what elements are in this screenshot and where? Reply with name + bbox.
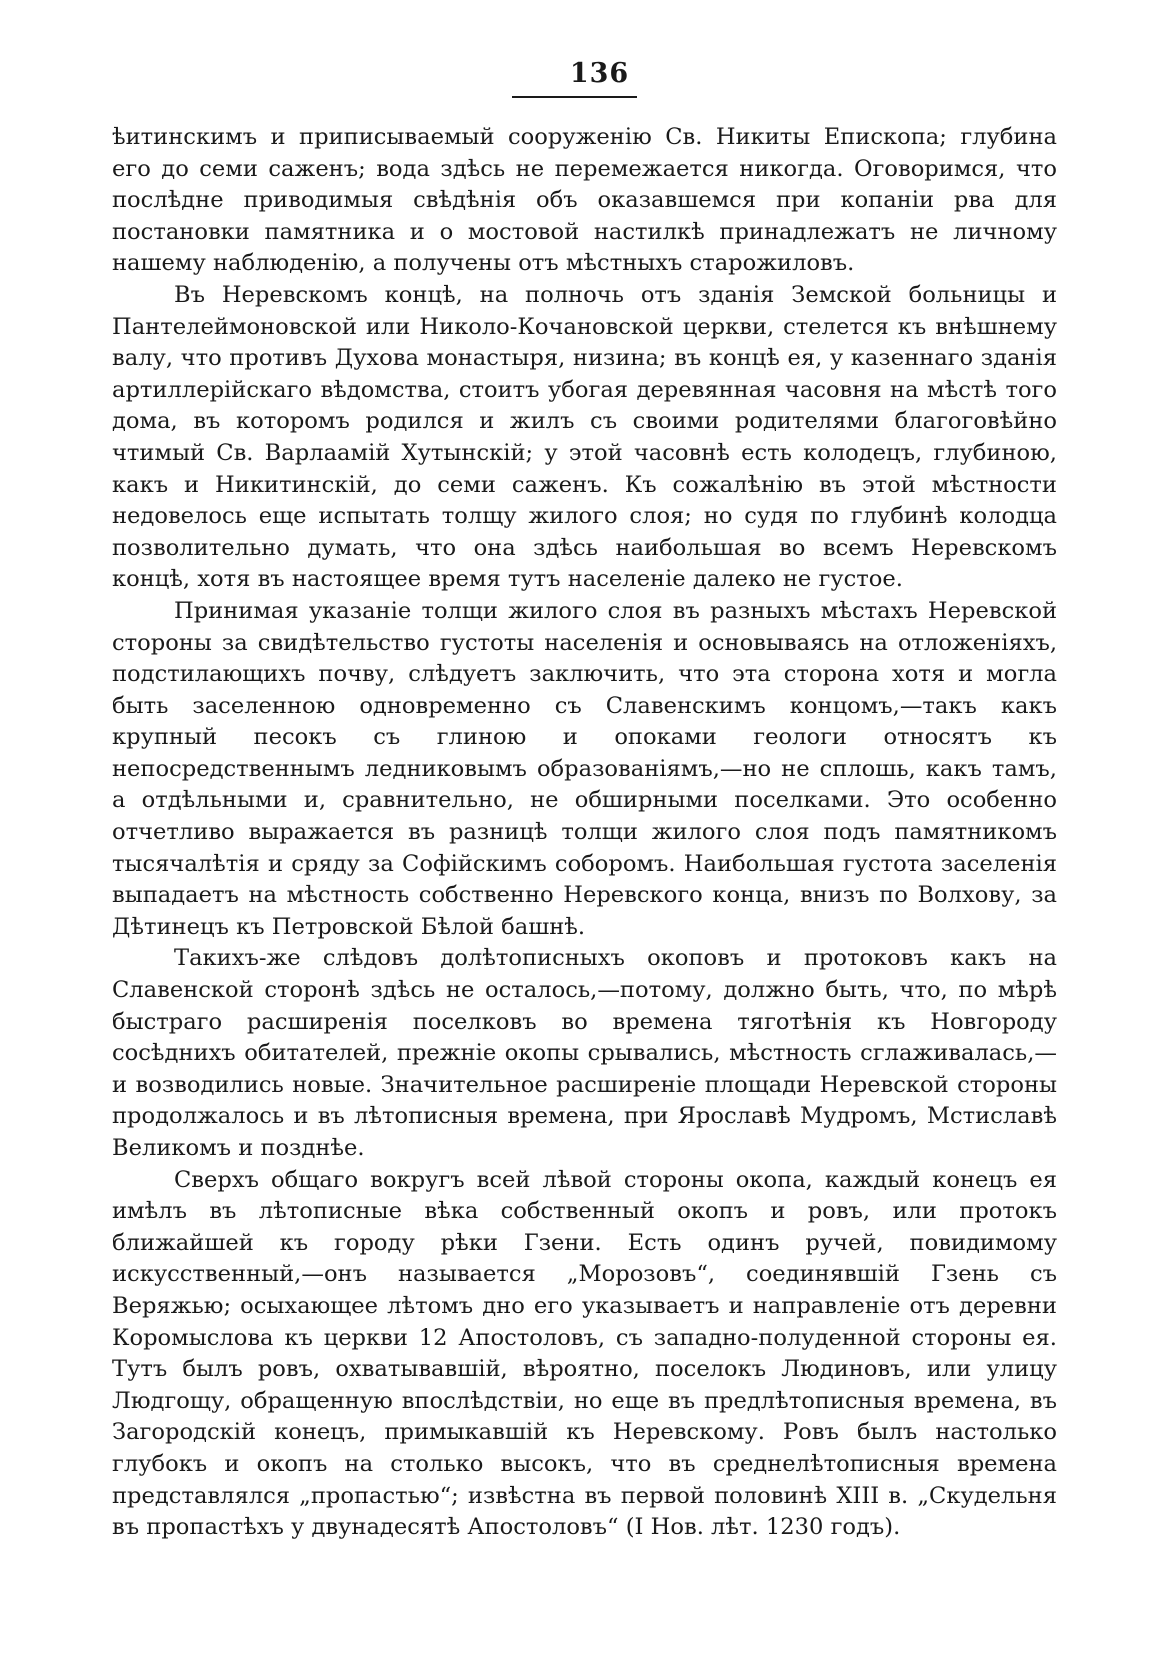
paragraph-continued: ѣитинскимъ и приписываемый сооруженію Св. Никиты Епископа; глубина его до семи саженъ; вода здѣсь не перемежается никогда. Оговоримся, что послѣдне приводимыя свѣдѣнія объ оказавшемся при копаніи рва для постановки памятника и о мостовой настилкѣ принадлежатъ не личному нашему наблюденію, а получены отъ мѣстныхъ старожиловъ.	[112, 124, 1057, 277]
paragraph-moat: Сверхъ общаго вокругъ всей лѣвой стороны окопа, каждый конецъ ея имѣлъ въ лѣтописные вѣка собственный окопъ и ровъ, или протокъ ближайшей къ городу рѣки Гзени. Есть одинъ ручей, повидимому искусственный,—онъ называется „Морозовъ“, соединявшій Гзень съ Веряжью; осыхающее лѣтомъ дно его указываетъ и направленіе отъ деревни Коромыслова къ церкви 12 Апостоловъ, съ западно-полуденной стороны ея. Тутъ былъ ровъ, охватывавшій, вѣроятно, поселокъ Людиновъ, или улицу Людгощу, обращенную впослѣдствіи, но еще въ предлѣтописныя времена, въ Загородскій конецъ, примыкавшій къ Неревскому. Ровъ былъ настолько глубокъ и окопъ на столько высокъ, что въ среднелѣтописныя времена представлялся „пропастью“; извѣстна въ первой половинѣ XIII в. „Скудельня въ пропастѣхъ у двунадесятѣ Апостоловъ“ (I Нов. лѣт. 1230 годъ).	[112, 1166, 1057, 1541]
body-text	[112, 122, 1057, 1544]
header-rule	[512, 96, 637, 98]
paragraph-population-density: Принимая указаніе толщи жилого слоя въ разныхъ мѣстахъ Неревской стороны за свидѣтельство густоты населенія и основываясь на отложеніяхъ, подстилающихъ почву, слѣдуетъ заключить, что эта сторона хотя и могла быть заселенною одновременно съ Славенскимъ концомъ,—такъ какъ крупный песокъ съ глиною и опоками геологи относятъ къ непосредственнымъ ледниковымъ образованіямъ,—но не сплошь, какъ тамъ, а отдѣльными и, сравнительно, не обширными поселками. Это особенно отчетливо выражается въ разницѣ толщи жилого слоя подъ памятникомъ тысячалѣтія и сряду за Софійскимъ соборомъ. Наибольшая густота заселенія выпадаетъ на мѣстность собственно Неревского конца, внизъ по Волхову, за Дѣтинецъ къ Петровской Бѣлой башнѣ.	[112, 597, 1057, 940]
page-number: 136	[569, 58, 630, 89]
paragraph-trenches: Такихъ-же слѣдовъ долѣтописныхъ окоповъ и протоковъ какъ на Славенской сторонѣ здѣсь не осталось,—потому, должно быть, что, по мѣрѣ быстраго расширенія поселковъ во времена тяготѣнія къ Новгороду сосѣднихъ обитателей, прежніе окопы срывались, мѣстность сглаживалась,—и возводились новые. Значительное расширеніе площади Неревской стороны продолжалось и въ лѣтописныя времена, при Ярославѣ Мудромъ, Мстиславѣ Великомъ и позднѣе.	[112, 945, 1057, 1161]
paragraph-nerevsky-end: Въ Неревскомъ концѣ, на полночь отъ зданія Земской больницы и Пантелеймоновской или Николо-Кочановской церкви, стелется къ внѣшнему валу, что противъ Духова монастыря, низина; въ концѣ ея, у казеннаго зданія артиллерійскаго вѣдомства, стоитъ убогая деревянная часовня на мѣстѣ того дома, въ которомъ родился и жилъ съ своими родителями благоговѣйно чтимый Св. Варлаамій Хутынскій; у этой часовнѣ есть колодецъ, глубиною, какъ и Никитинскій, до семи саженъ. Къ сожалѣнію въ этой мѣстности недовелось еще испытать толщу жилого слоя; но судя по глубинѣ колодца позволительно думать, что она здѣсь наибольшая во всемъ Неревскомъ концѣ, хотя въ настоящее время тутъ населеніе далеко не густое.	[112, 281, 1057, 593]
book-page	[112, 58, 1057, 1544]
